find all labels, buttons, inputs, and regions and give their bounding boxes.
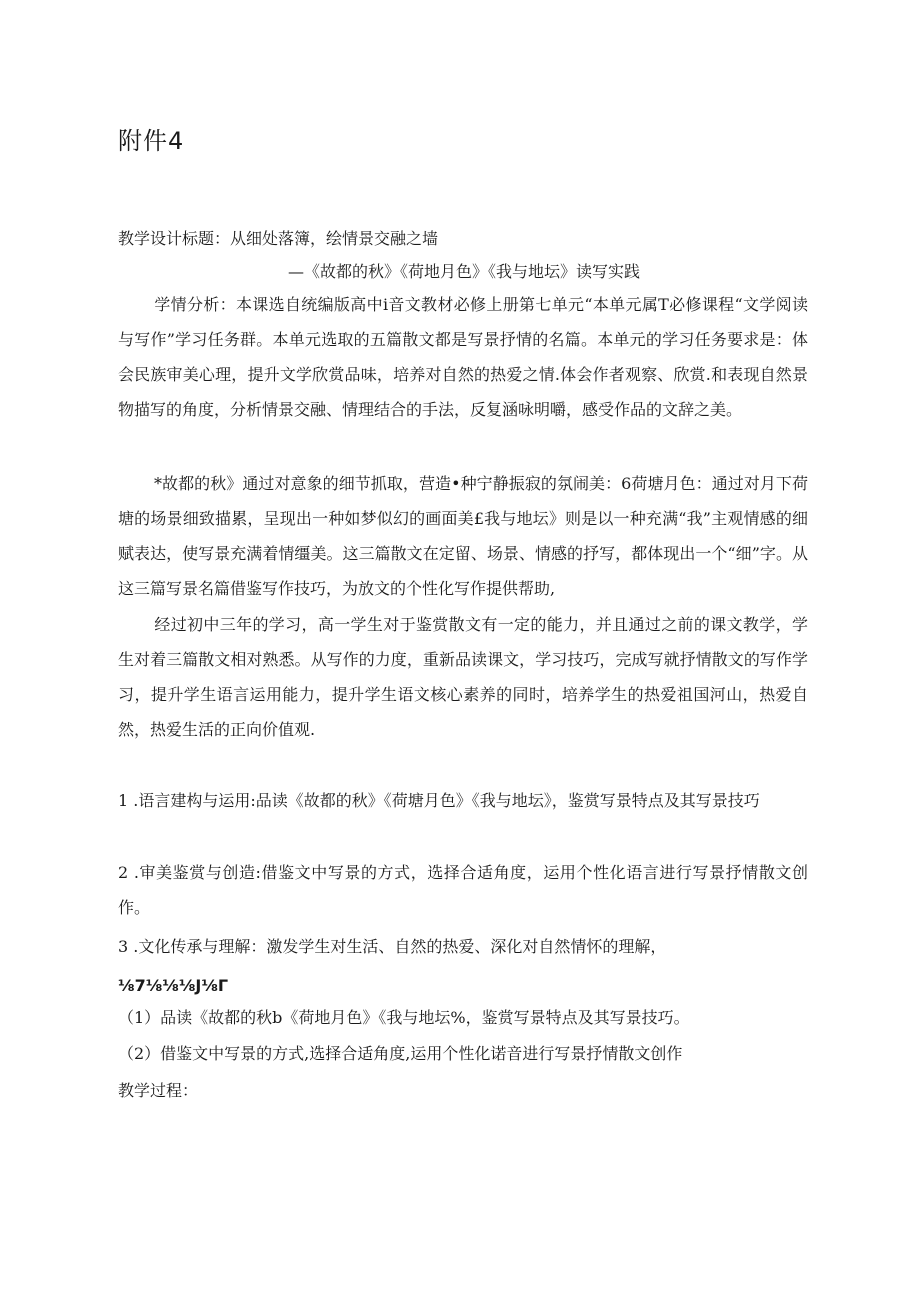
goal-item-3: 3 .文化传承与理解：激发学生对生活、自然的热爱、深化对自然情怀的理解， xyxy=(118,937,667,956)
key-point-item-1: （1）品读《故都的秋b《荷地月色》《我与地坛%，鉴赏写景特点及其写景技巧。 xyxy=(118,1008,690,1027)
key-points-heading: ⅛7⅛⅛⅛J⅛Γ xyxy=(118,976,229,995)
analysis-paragraph-3 xyxy=(118,607,808,747)
process-label: 教学过程： xyxy=(118,1081,199,1100)
attachment-label: 附件4 xyxy=(118,127,185,155)
goal-item-1: 1 .语言建构与运用:品读《故都的秋》《荷塘月色》《我与地坛》，鉴赏写景特点及其写景技巧 xyxy=(118,791,760,810)
analysis-paragraph-2-text: *故都的秋》通过对意象的细节抓取，营造•种宁静振寂的氛闹美：6荷塘月色：通过对月下荷塘的场景细致描累，呈现出一种如梦似幻的画面美£我与地坛》则是以一种充满“我”主观情感的细赋表达，使写景充满着情缰美。这三篇散文在定留、场景、情感的抒写，都体现出一个“细”字。从这三篇写景名篇借鉴写作技巧，为放文的个性化写作提供帮助, xyxy=(118,474,808,598)
design-subtitle: —《故都的秋》《荷地月色》《我与地坛》读写实践 xyxy=(288,262,641,281)
analysis-paragraph-1 xyxy=(118,287,808,427)
analysis-paragraph-3-text: 经过初中三年的学习，高一学生对于鉴赏散文有一定的能力，并且通过之前的课文教学，学生对着三篇散文相对熟悉。从写作的力度，重新品读课文，学习技巧，完成写就抒情散文的写作学习，提升学生语言运用能力，提升学生语文核心素养的同时，培养学生的热爱祖国河山，热爱自然，热爱生活的正向价值观. xyxy=(118,615,808,739)
key-point-item-2: （2）借鉴文中写景的方式,选择合适角度,运用个性化诺音进行写景抒情散文创作 xyxy=(118,1044,683,1063)
analysis-paragraph-1-text: 学情分析：本课选自统编版高中i音文教材必修上册第七单元“本单元属T必修课程“文学阅读与写作”学习任务群。本单元选取的五篇散文都是写景抒情的名篇。本单元的学习任务要求是：体会民族审美心理，提升文学欣赏品味，培养对自然的热爱之情.体会作者观察、欣赏.和表现自然景物描写的角度，分析情景交融、情理结合的手法，反复涵咏明嚼，感受作品的文辞之美。 xyxy=(118,295,808,419)
analysis-paragraph-2 xyxy=(118,466,808,606)
design-title: 教学设计标题：从细处落簿，绘情景交融之墙 xyxy=(118,229,439,248)
goal-item-2: 2 .审美鉴赏与创造:借鉴文中写景的方式，选择合适角度，运用个性化语言进行写景抒情散文创作。 xyxy=(118,863,808,917)
